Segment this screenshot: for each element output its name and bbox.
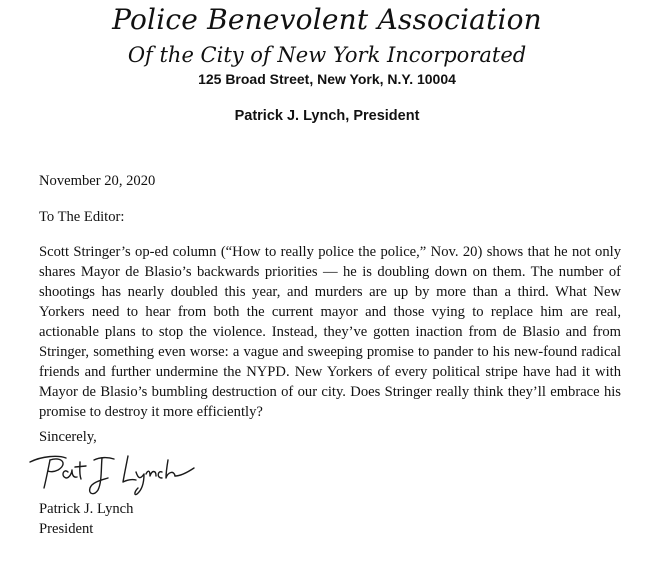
letter-body: Scott Stringer’s op-ed column (“How to really police the police,” Nov. 20) shows that he not only shares Mayor de Blasio’s backwards priorities — he is doubling down on them. The number of shootings has nearly doubled this year, and murders are up by more than a third. What New Yorkers need to hear from both the current mayor and those vying to replace him are real, actionable plans to stop the violence. Instead, they’ve gotten inaction from de Blasio and from Stringer, something even worse: a vague and sweeping promise to pander to his new-found radical friends and further undermine the NYPD. New Yorkers of every political stripe have had it with Mayor de Blasio’s bumbling destruction of our city. Does Stringer really think they’ll embrace his promise to destroy it more efficiently? xyxy=(39,244,621,420)
letter-date: November 20, 2020 xyxy=(39,173,156,189)
signer-title: President xyxy=(39,521,94,537)
signer-name: Patrick J. Lynch xyxy=(39,501,134,517)
president-line: Patrick J. Lynch, President xyxy=(234,108,420,124)
letter-closing: Sincerely, xyxy=(39,429,97,445)
organization-address: 125 Broad Street, New York, N.Y. 10004 xyxy=(198,71,456,87)
organization-name: Police Benevolent Association xyxy=(112,3,542,36)
organization-subtitle: Of the City of New York Incorporated xyxy=(127,43,527,67)
handwritten-signature-icon xyxy=(28,452,198,498)
letter-salutation: To The Editor: xyxy=(39,209,125,225)
